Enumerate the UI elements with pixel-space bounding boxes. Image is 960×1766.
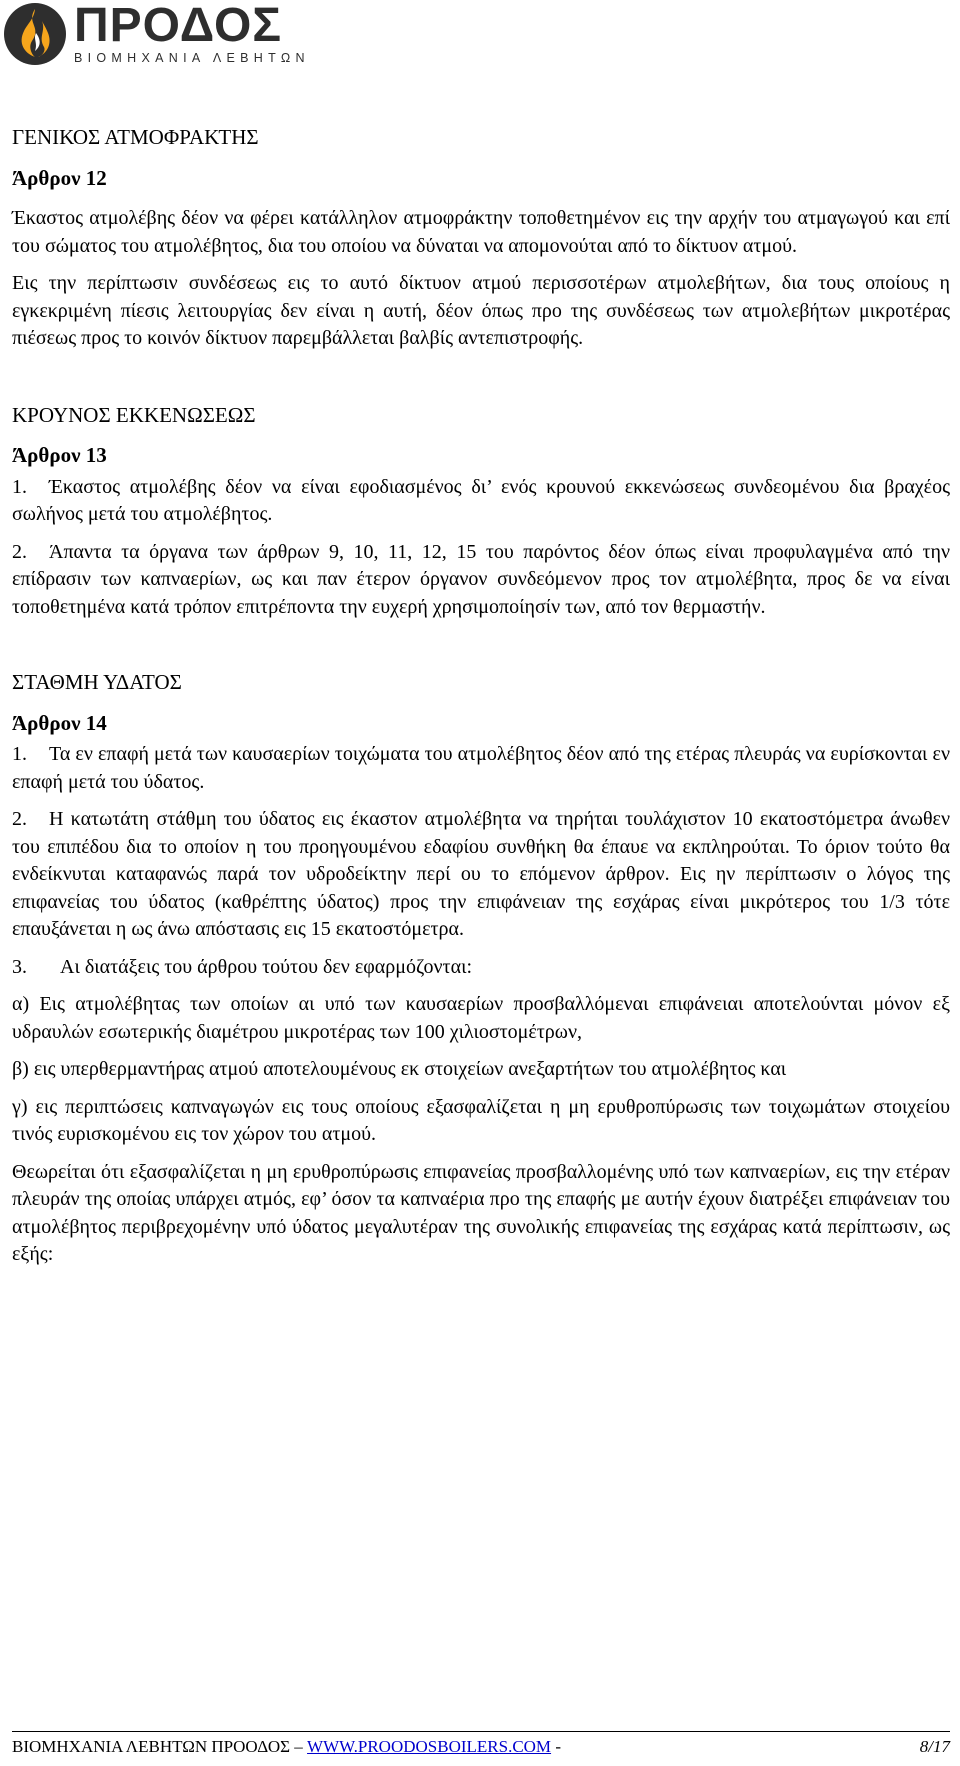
closing-paragraph: Θεωρείται ότι εξασφαλίζεται η μη ερυθροπύρωσις επιφανείας προσβαλλομένης υπό των καπναερίων, εις την ετέραν πλευράν της οποίας υπάρχει ατμός, εφ’ όσον τα καπναέρια προ της επαφής με αυτήν έχουν διατρέξει επιφάνειαν του ατμολέβητος περιβρεχομένην υπό ύδατος μεγαλυτέραν της συνολικής επιφανείας της εσχάρας κατά περίπτωσιν, ως εξής:	[12, 1160, 950, 1265]
company-logo	[2, 2, 310, 66]
article-14-paragraph-2: 2. Η κατωτάτη στάθμη του ύδατος εις έκαστον ατμολέβητα να τηρήται τουλάχιστον 10 εκατοστόμετρα άνωθεν του επιπέδου δια το οποίον η του προηγουμένου εδαφίου συνθήκη θα έπαυε να εκπληρούται. Το όριον τούτο θα ενδείκνυται καταφανώς παρά τον υδροδείκτην περί ου το επόμενον άρθρον. Εις ην περίπτωσιν ο λόγος της επιφανείας του ύδατος (καθρέπτης ύδατος) προς την επιφάνειαν της εσχάρας είναι μικρότερος του 1/3 τότε επαυξάνεται η ως άνω απόστασις εις 15 εκατοστόμετρα.	[12, 808, 950, 940]
article-14-heading: Άρθρον 14	[12, 710, 107, 735]
article-12-paragraph-2: Εις την περίπτωσιν συνδέσεως εις το αυτό δίκτυον ατμού περισσοτέρων ατμολεβήτων, δια τους οποίους η εγκεκριμένη πίεσις λειτουργίας δεν είναι η αυτή, δέον όπως προ της συνδέσεως των ατμολεβήτων μικροτέρας πιέσεως προς το κοινόν δίκτυον παρεμβάλλεται βαλβίς αντεπιστροφής.	[12, 272, 950, 349]
article-12-paragraph-1: Έκαστος ατμολέβης δέον να φέρει κατάλληλον ατμοφράκτην τοποθετημένον εις την αρχήν του ατμαγωγού και επί του σώματος του ατμολέβητος, δια του οποίου να δύναται να απομονούται από το δίκτυον ατμού.	[12, 207, 950, 257]
document-body	[12, 124, 950, 1269]
paragraph-number: 2.	[12, 540, 27, 563]
paragraph-number: 1.	[12, 475, 27, 498]
article-13-heading: Άρθρον 13	[12, 443, 107, 467]
paragraph-number: 1.	[12, 743, 27, 765]
exception-item-c: γ) εις περιπτώσεις καπναγωγών εις τους οποίους εξασφαλίζεται η μη ερυθροπύρωσις των τοιχωμάτων στοιχείου τινός ευρισκομένου εις τον χώρον του ατμού.	[12, 1095, 950, 1145]
section-title-stathmi: ΣΤΑΘΜΗ ΥΔΑΤΟΣ	[12, 670, 182, 694]
website-link[interactable]: WWW.PROODOSBOILERS.COM	[307, 1737, 552, 1756]
article-12-heading: Άρθρον 12	[12, 165, 107, 190]
section-title-krounos: ΚΡΟΥΝΟΣ ΕΚΚΕΝΩΣΕΩΣ	[12, 402, 256, 427]
exception-item-a: α) Εις ατμολέβητας των οποίων αι υπό των καυσαερίων προσβαλλόμεναι επιφάνειαι αποτελούνται μόνον εξ υδραυλών εσωτερικής διαμέτρου μικροτέρας των 100 χιλιοστομέτρων,	[12, 993, 950, 1043]
footer-divider	[12, 1731, 950, 1732]
flame-logo-icon	[2, 1, 68, 67]
paragraph-number: 3.	[12, 955, 27, 978]
article-13-paragraph-2: 2. Άπαντα τα όργανα των άρθρων 9, 10, 11, 12, 15 του παρόντος δέον όπως είναι προφυλαγμένα από την επίδρασιν των καπναερίων, ως και παν έτερον όργανον συνδεόμενον προς τον ατμολέβητα, προς δε να είναι τοποθετημένα κατά τρόπον επιτρέποντα την ευχερή χρησιμοποίησίν των, από τον θερμαστήν.	[12, 540, 950, 618]
brand-subtitle: ΒΙΟΜΗΧΑΝΙΑ ΛΕΒΗΤΩΝ	[74, 51, 310, 65]
page-footer	[12, 1736, 950, 1758]
section-title-atmofraktis: ΓΕΝΙΚΟΣ ΑΤΜΟΦΡΑΚΤΗΣ	[12, 125, 259, 149]
footer-separator: -	[555, 1737, 561, 1756]
paragraph-number: 2.	[12, 808, 27, 830]
page-number: 8/17	[919, 1737, 950, 1756]
footer-company: ΒΙΟΜΗΧΑΝΙΑ ΛΕΒΗΤΩΝ ΠΡΟΟΔΟΣ –	[12, 1737, 303, 1756]
exception-item-b: β) εις υπερθερμαντήρας ατμού αποτελουμένους εκ στοιχείων ανεξαρτήτων του ατμολέβητος και	[12, 1058, 787, 1080]
article-13-paragraph-1: 1. Έκαστος ατμολέβης δέον να είναι εφοδιασμένος δι’ ενός κρουνού εκκενώσεως συνδεομένου δια βραχέος σωλήνος μετά του ατμολέβητος.	[12, 475, 950, 525]
article-14-paragraph-3: 3. Αι διατάξεις του άρθρου τούτου δεν εφαρμόζονται:	[12, 954, 950, 982]
brand-name: ΠΡΟΔΟΣ	[74, 0, 283, 52]
article-14-paragraph-1: 1. Τα εν επαφή μετά των καυσαερίων τοιχώματα του ατμολέβητος δέον από της ετέρας πλευράς να ευρίσκονται εν επαφή μετά του ύδατος.	[12, 743, 950, 793]
